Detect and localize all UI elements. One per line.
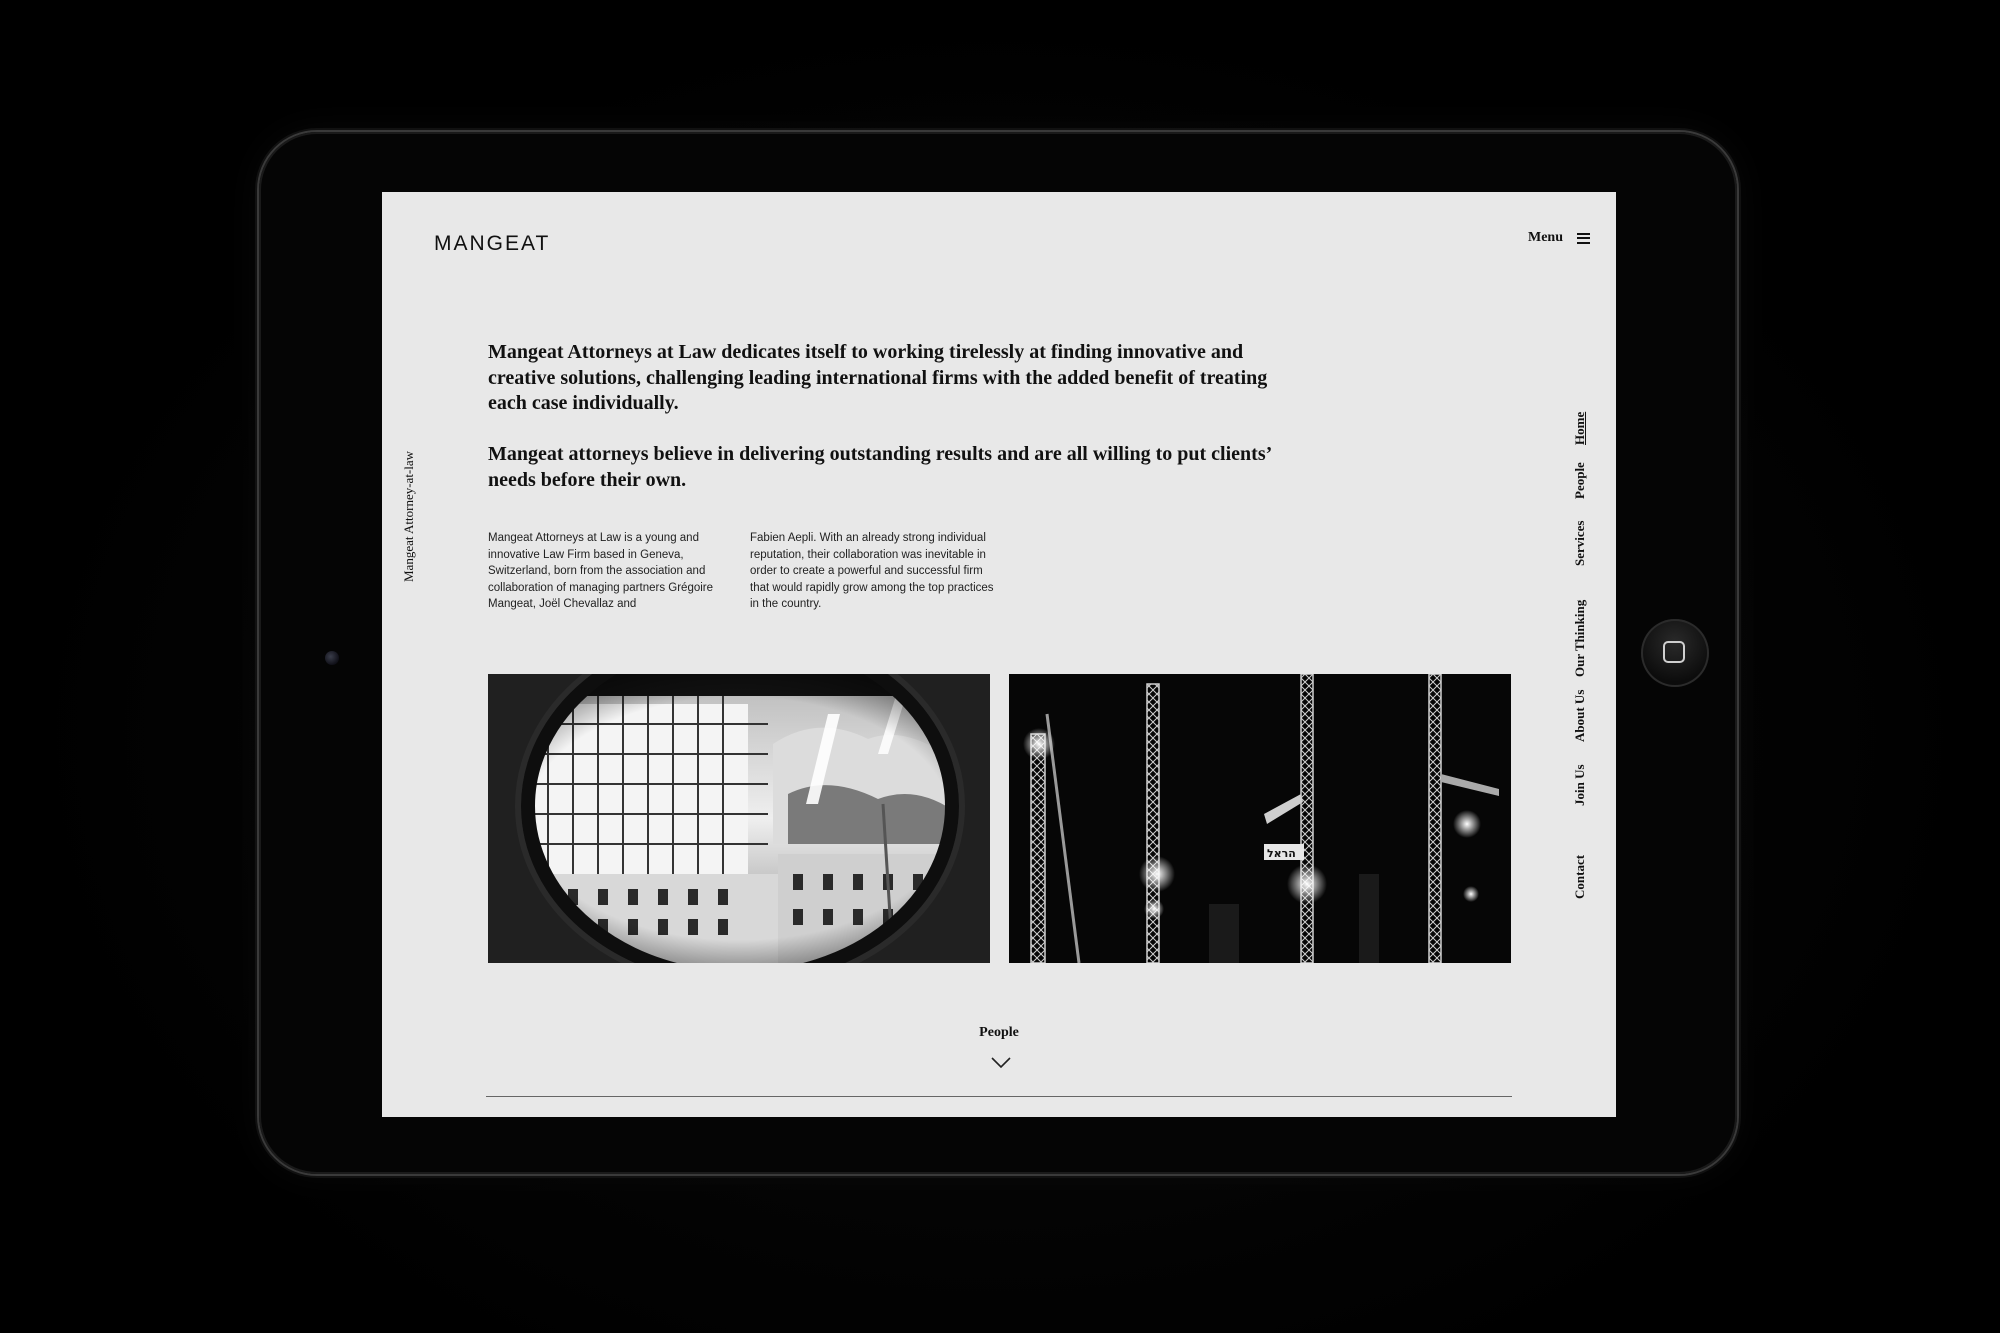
chevron-down-icon[interactable] [991,1057,1011,1069]
crane-sign: הראל [1267,847,1296,860]
vertical-nav [1572,409,1592,899]
hamburger-icon[interactable] [1577,233,1590,244]
camera-icon [325,651,339,665]
nav-item-about-us[interactable]: About Us [1572,689,1587,742]
nav-item-people[interactable]: People [1572,462,1587,499]
photo-building-porthole [488,674,990,963]
nav-item-our-thinking[interactable]: Our Thinking [1572,599,1587,677]
lead-paragraph-1: Mangeat Attorneys at Law dedicates itself to working tirelessly at finding innovative and creative solutions, challenging leading international firms with the added benefit of treating each case individually. [488,341,1268,414]
body-column-2: Fabien Aepli. With an already strong individual reputation, their collaboration was inevitable in order to create a powerful and successful firm that would rapidly grow among the top practices in the country. [750,532,994,611]
photo-cranes-night [1009,674,1511,963]
menu-label[interactable]: Menu [1528,230,1563,245]
nav-item-join-us[interactable]: Join Us [1572,764,1587,806]
home-button[interactable] [1641,619,1709,687]
side-title: Mangeat Attorney-at-law [401,450,416,582]
menu-button[interactable] [1528,230,1590,246]
nav-item-services[interactable]: Services [1572,520,1587,566]
next-section-label[interactable]: People [979,1025,1019,1040]
screen [382,192,1616,1117]
nav-item-contact[interactable]: Contact [1572,854,1587,899]
lead-paragraph-2: Mangeat attorneys believe in delivering outstanding results and are all willing to put clients’ needs before their own. [488,443,1271,491]
body-column-1: Mangeat Attorneys at Law is a young and innovative Law Firm based in Geneva, Switzerland, born from the association and collaboration of managing partners Grégoire Mangeat, Joël Chevallaz and [488,532,714,611]
nav-item-home[interactable]: Home [1572,411,1587,445]
divider [486,1096,1512,1097]
home-square-icon [1663,641,1685,663]
site-logo[interactable]: MANGEAT [434,232,551,255]
